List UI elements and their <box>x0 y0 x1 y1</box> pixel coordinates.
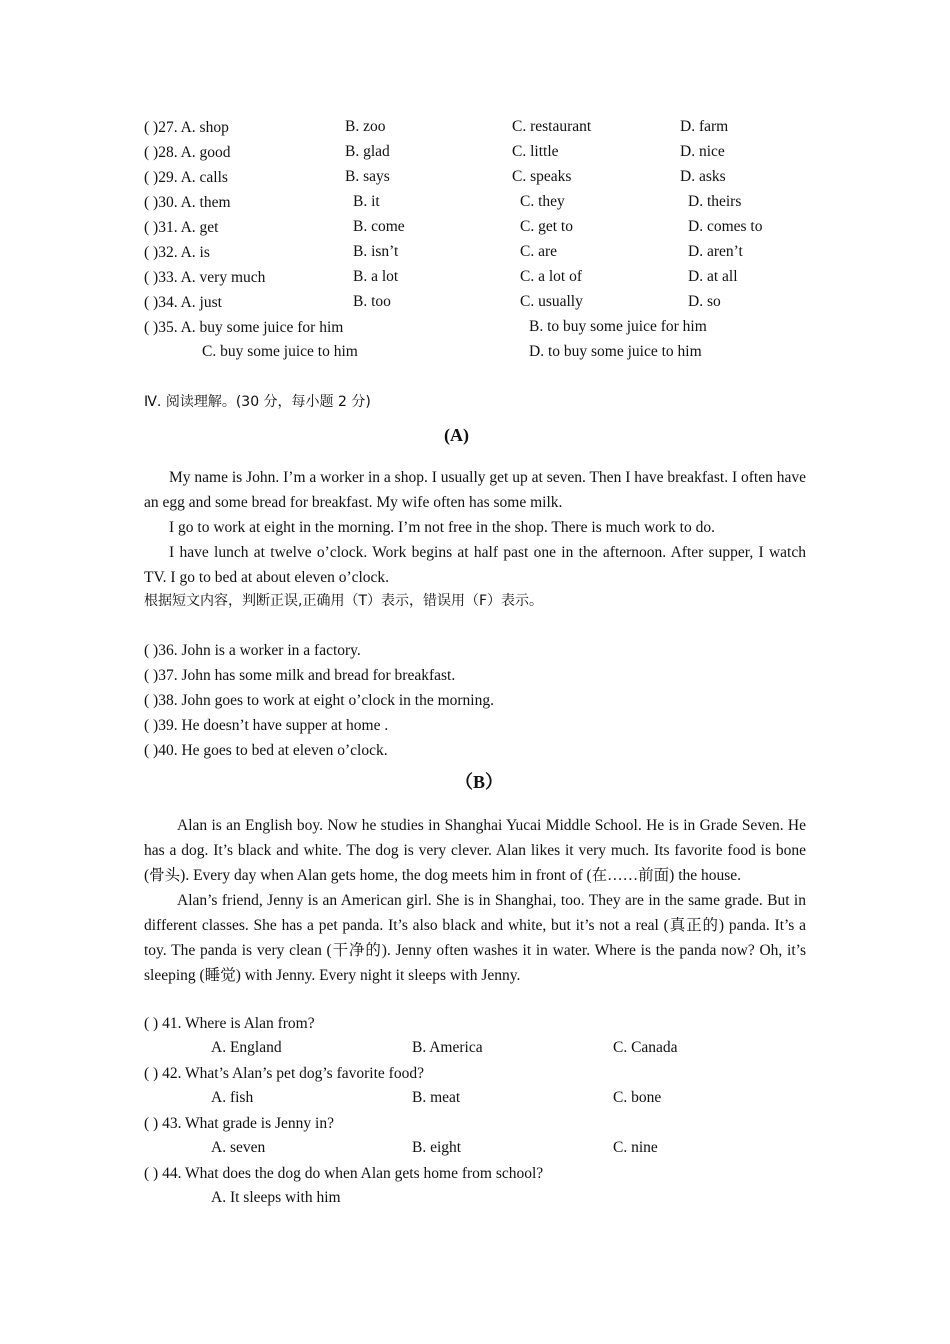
q32-option-d: D. aren’t <box>688 243 743 260</box>
q27-option-c: C. restaurant <box>512 118 592 135</box>
passage-b-paragraph: Alan’s friend, Jenny is an American girl. She is in Shanghai, too. They are in the same grade. But in different classes. She has a pet panda. It’s also black and white, but it’s not a real (真正的) panda. It’s a toy. The panda is very clean (干净的). Jenny often washes it in water. Where is the panda now? Oh, it’s sleeping (睡觉) with Jenny. Every night it sleeps with Jenny. <box>144 892 806 984</box>
q30-stem: ( )30. A. them <box>144 194 231 211</box>
q43-option-b: B. eight <box>412 1139 462 1156</box>
q35-option-c: C. buy some juice to him <box>202 343 358 360</box>
q27-stem: ( )27. A. shop <box>144 119 229 136</box>
q32-option-b: B. isn’t <box>353 243 399 260</box>
q37: ( )37. John has some milk and bread for breakfast. <box>144 667 456 684</box>
instruction: 根据短文内容，判断正误,正确用（T）表示，错误用（F）表示。 <box>144 593 544 609</box>
q27-option-b: B. zoo <box>345 118 386 135</box>
q31-option-d: D. comes to <box>688 218 763 235</box>
q29-stem: ( )29. A. calls <box>144 169 228 186</box>
q43: ( ) 43. What grade is Jenny in? <box>144 1115 334 1132</box>
q31-option-c: C. get to <box>520 218 573 235</box>
q30-option-c: C. they <box>520 193 565 210</box>
q42-option-c: C. bone <box>613 1089 662 1106</box>
q29-option-d: D. asks <box>680 168 726 185</box>
q34-option-c: C. usually <box>520 293 583 310</box>
q31-option-b: B. come <box>353 218 405 235</box>
q44-option-a: A. It sleeps with him <box>211 1189 341 1206</box>
passage-b-paragraph: Alan is an English boy. Now he studies in Shanghai Yucai Middle School. He is in Grade Seven. He has a dog. It’s black and white. The dog is very clever. Alan likes it very much. Its favorite food is bone (骨头). Every day when Alan gets home, the dog meets him in front of (在……前面) the house. <box>144 817 806 884</box>
q41-option-b: B. America <box>412 1039 483 1056</box>
q27-option-d: D. farm <box>680 118 729 135</box>
q33-option-c: C. a lot of <box>520 268 582 285</box>
q42-option-a: A. fish <box>211 1089 254 1106</box>
q33-stem: ( )33. A. very much <box>144 269 266 286</box>
q44: ( ) 44. What does the dog do when Alan gets home from school? <box>144 1165 544 1182</box>
passage-a <box>144 465 806 590</box>
passage-b <box>144 813 806 988</box>
q31-stem: ( )31. A. get <box>144 219 219 236</box>
part-a-title: (A) <box>444 425 469 445</box>
q34-option-b: B. too <box>353 293 391 310</box>
q29-option-b: B. says <box>345 168 390 185</box>
section-heading: Ⅳ. 阅读理解。(30 分，每小题 2 分) <box>144 394 371 410</box>
q43-option-a: A. seven <box>211 1139 266 1156</box>
q28-option-b: B. glad <box>345 143 390 160</box>
q33-option-d: D. at all <box>688 268 738 285</box>
passage-a-paragraph: I have lunch at twelve o’clock. Work begins at half past one in the afternoon. After supper, I watch TV. I go to bed at about eleven o’clock. <box>144 544 806 586</box>
q41: ( ) 41. Where is Alan from? <box>144 1015 315 1032</box>
q41-option-c: C. Canada <box>613 1039 678 1056</box>
q34-stem: ( )34. A. just <box>144 294 222 311</box>
q30-option-d: D. theirs <box>688 193 742 210</box>
q42-option-b: B. meat <box>412 1089 461 1106</box>
q40: ( )40. He goes to bed at eleven o’clock. <box>144 742 388 759</box>
q41-option-a: A. England <box>211 1039 282 1056</box>
q42: ( ) 42. What’s Alan’s pet dog’s favorite food? <box>144 1065 424 1082</box>
q33-option-b: B. a lot <box>353 268 399 285</box>
passage-a-paragraph: My name is John. I’m a worker in a shop. I usually get up at seven. Then I have breakfast. I often have an egg and some bread for breakfast. My wife often has some milk. <box>144 469 806 511</box>
q28-option-c: C. little <box>512 143 559 160</box>
q30-option-b: B. it <box>353 193 380 210</box>
part-b-title: （B） <box>455 772 504 792</box>
q32-stem: ( )32. A. is <box>144 244 210 261</box>
q35-option-d: D. to buy some juice to him <box>529 343 702 360</box>
q32-option-c: C. are <box>520 243 558 260</box>
q34-option-d: D. so <box>688 293 721 310</box>
q35-option-b: B. to buy some juice for him <box>529 318 707 335</box>
q28-option-d: D. nice <box>680 143 725 160</box>
q28-stem: ( )28. A. good <box>144 144 231 161</box>
q36: ( )36. John is a worker in a factory. <box>144 642 361 659</box>
q39: ( )39. He doesn’t have supper at home . <box>144 717 389 734</box>
q29-option-c: C. speaks <box>512 168 572 185</box>
q35-option-a: ( )35. A. buy some juice for him <box>144 319 344 336</box>
q38: ( )38. John goes to work at eight o’clock in the morning. <box>144 692 494 709</box>
passage-a-paragraph: I go to work at eight in the morning. I’m not free in the shop. There is much work to do. <box>169 519 715 536</box>
q43-option-c: C. nine <box>613 1139 658 1156</box>
